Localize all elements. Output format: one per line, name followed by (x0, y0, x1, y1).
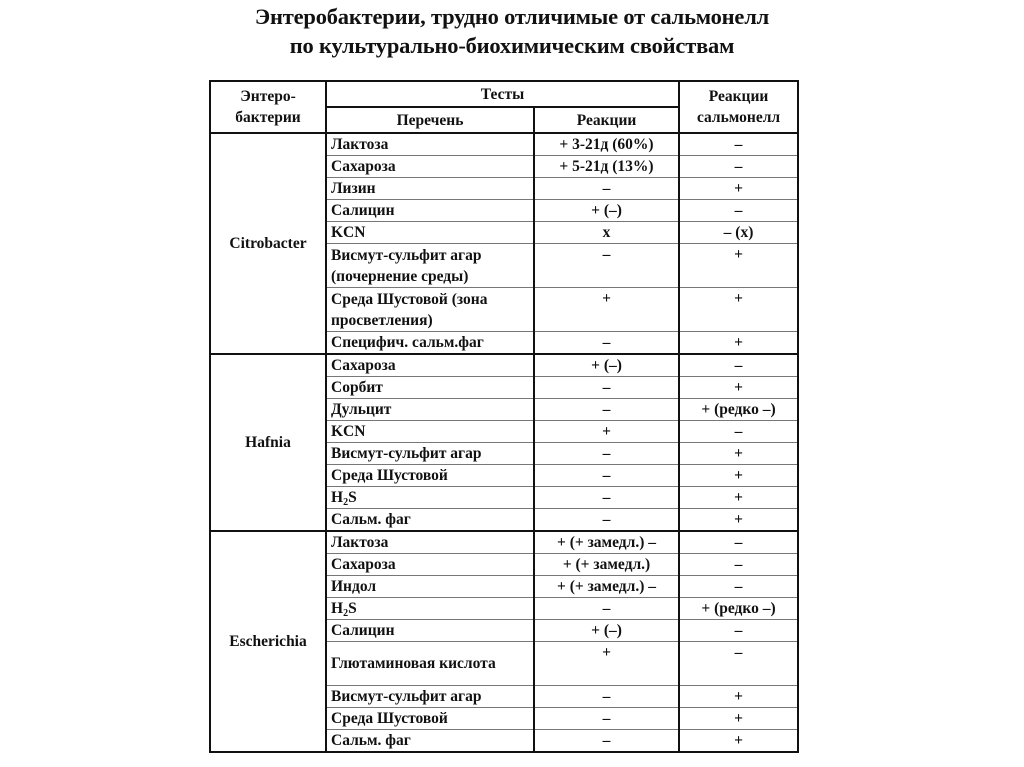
test-reaction: x (534, 222, 679, 244)
salmonella-reaction: – (x) (679, 222, 798, 244)
test-name: Висмут-сульфит агар (326, 443, 534, 465)
test-reaction: – (534, 509, 679, 532)
test-reaction: + (–) (534, 620, 679, 642)
salmonella-reaction: – (679, 354, 798, 377)
test-reaction: – (534, 598, 679, 620)
test-reaction: + (+ замедл.) (534, 554, 679, 576)
salmonella-reaction: + (679, 708, 798, 730)
test-name: Сальм. фаг (326, 509, 534, 532)
salmonella-reaction: – (679, 421, 798, 443)
test-name-main: H (331, 489, 344, 506)
test-name: Сорбит (326, 377, 534, 399)
test-reaction: – (534, 730, 679, 753)
test-name: Лактоза (326, 531, 534, 554)
test-name: KCN (326, 222, 534, 244)
test-name (326, 487, 534, 509)
test-name: Лактоза (326, 133, 534, 156)
title-line-1: Энтеробактерии, трудно отличимые от сальмонелл (254, 4, 770, 29)
salmonella-reaction: + (679, 487, 798, 509)
test-reaction: – (534, 465, 679, 487)
test-reaction: – (534, 332, 679, 355)
page-title (0, 2, 1024, 60)
salmonella-reaction: – (679, 133, 798, 156)
test-name: Висмут-сульфит агар (326, 686, 534, 708)
salmonella-reaction: + (редко –) (679, 399, 798, 421)
test-name: Специфич. сальм.фаг (326, 332, 534, 355)
enterobacteria-table (209, 80, 799, 753)
title-line-2: по культурально-биохимическим свойствам (289, 33, 735, 58)
test-name-subscript: 2 (343, 608, 349, 619)
test-name: Среда Шустовой (326, 708, 534, 730)
salmonella-reaction: – (679, 576, 798, 598)
test-name-tail: S (348, 600, 357, 617)
salmonella-reaction: + (679, 178, 798, 200)
test-reaction: – (534, 178, 679, 200)
salmonella-reaction: – (679, 642, 798, 686)
test-name: Салицин (326, 200, 534, 222)
test-name-tail: S (348, 489, 357, 506)
test-reaction: – (534, 487, 679, 509)
bacteria-name: Hafnia (210, 354, 326, 531)
table-row (210, 133, 798, 156)
test-reaction: – (534, 377, 679, 399)
test-reaction: – (534, 686, 679, 708)
salmonella-reaction: + (679, 288, 798, 332)
salmonella-reaction: + (редко –) (679, 598, 798, 620)
bacteria-name: Escherichia (210, 531, 326, 752)
salmonella-reaction: + (679, 244, 798, 288)
salmonella-reaction: – (679, 620, 798, 642)
salmonella-reaction: + (679, 509, 798, 532)
test-name: Сахароза (326, 156, 534, 178)
test-reaction: – (534, 443, 679, 465)
test-name: Салицин (326, 620, 534, 642)
header-reactions: Реакции (534, 107, 679, 133)
test-name: Сальм. фаг (326, 730, 534, 753)
test-reaction: + (534, 642, 679, 686)
salmonella-reaction: + (679, 465, 798, 487)
header-tests: Тесты (326, 81, 679, 107)
header-salmonella-reactions (679, 81, 798, 133)
test-name-main: H (331, 600, 344, 617)
test-reaction: + (+ замедл.) – (534, 531, 679, 554)
header-salmonella-line-1: Реакции (708, 88, 769, 105)
header-bacteria (210, 81, 326, 133)
table-body (210, 133, 798, 752)
test-name-subscript: 2 (343, 497, 349, 508)
test-reaction: + (–) (534, 200, 679, 222)
test-reaction: + (534, 288, 679, 332)
test-reaction: + 3-21д (60%) (534, 133, 679, 156)
test-reaction: + (+ замедл.) – (534, 576, 679, 598)
test-name: Сахароза (326, 354, 534, 377)
test-name: KCN (326, 421, 534, 443)
header-list: Перечень (326, 107, 534, 133)
header-salmonella-line-2: сальмонелл (696, 109, 781, 126)
test-reaction: + (–) (534, 354, 679, 377)
salmonella-reaction: + (679, 377, 798, 399)
test-name: Индол (326, 576, 534, 598)
test-name: Дульцит (326, 399, 534, 421)
test-reaction: – (534, 244, 679, 288)
table-header (210, 81, 798, 133)
test-name: Лизин (326, 178, 534, 200)
test-name: Среда Шустовой (326, 465, 534, 487)
test-name: Сахароза (326, 554, 534, 576)
header-bacteria-line-1: Энтеро- (240, 88, 296, 105)
test-reaction: + (534, 421, 679, 443)
table-row (210, 531, 798, 554)
test-name: Глютаминовая кислота (326, 642, 534, 686)
table-row (210, 354, 798, 377)
salmonella-reaction: + (679, 730, 798, 753)
salmonella-reaction: + (679, 443, 798, 465)
salmonella-reaction: – (679, 531, 798, 554)
salmonella-reaction: – (679, 200, 798, 222)
test-name: Среда Шустовой (зона просветления) (326, 288, 534, 332)
bacteria-name: Citrobacter (210, 133, 326, 354)
salmonella-reaction: – (679, 554, 798, 576)
test-name: Висмут-сульфит агар (почернение среды) (326, 244, 534, 288)
header-bacteria-line-2: бактерии (235, 109, 301, 126)
salmonella-reaction: + (679, 332, 798, 355)
test-name (326, 598, 534, 620)
salmonella-reaction: + (679, 686, 798, 708)
test-reaction: + 5-21д (13%) (534, 156, 679, 178)
salmonella-reaction: – (679, 156, 798, 178)
test-reaction: – (534, 708, 679, 730)
test-reaction: – (534, 399, 679, 421)
